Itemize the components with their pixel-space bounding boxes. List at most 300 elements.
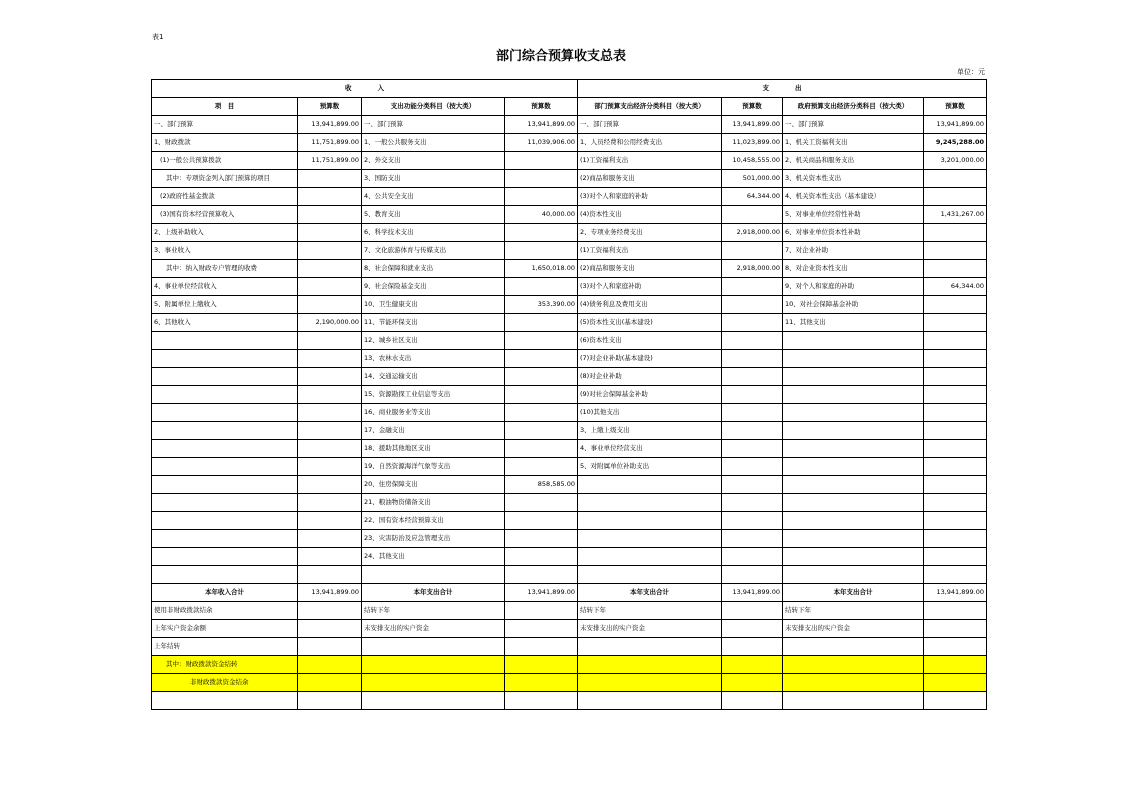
table-row: [152, 188, 987, 206]
budget-amount-cell: [505, 278, 578, 296]
item-name-cell: [152, 476, 298, 494]
item-name-cell: (1)一般公共预算拨款: [152, 152, 298, 170]
item-name-cell: 14、交通运输支出: [362, 368, 505, 386]
expense-header: 支 出: [578, 80, 987, 98]
budget-amount-cell: [722, 656, 783, 674]
budget-amount-cell: 64,344.00: [924, 278, 987, 296]
budget-amount-cell: [722, 404, 783, 422]
item-name-cell: [783, 494, 924, 512]
budget-amount-cell: [924, 332, 987, 350]
budget-amount-cell: [298, 692, 362, 710]
item-name-cell: 5、教育支出: [362, 206, 505, 224]
budget-amount-cell: [722, 206, 783, 224]
item-name-cell: 13、农林水支出: [362, 350, 505, 368]
table-row: [152, 458, 987, 476]
item-name-cell: 一、部门预算: [152, 116, 298, 134]
item-name-cell: 4、公共安全支出: [362, 188, 505, 206]
item-name-cell: [783, 638, 924, 656]
budget-amount-cell: [924, 440, 987, 458]
item-name-cell: 1、人员经费和公用经费支出: [578, 134, 722, 152]
table-row: [152, 134, 987, 152]
item-name-cell: [152, 530, 298, 548]
unit-label: 单位：元: [957, 68, 985, 76]
budget-amount-cell: [505, 152, 578, 170]
table-row: [152, 224, 987, 242]
budget-amount-cell: [298, 602, 362, 620]
item-name-cell: 9、对个人和家庭的补助: [783, 278, 924, 296]
item-name-cell: 未安排支出的实户资金: [578, 620, 722, 638]
item-name-cell: 7、文化旅游体育与传媒支出: [362, 242, 505, 260]
budget-amount-cell: 64,344.00: [722, 188, 783, 206]
item-name-cell: [152, 692, 298, 710]
budget-amount-cell: [298, 476, 362, 494]
item-name-cell: 一、部门预算: [362, 116, 505, 134]
income-header: 收 入: [152, 80, 578, 98]
budget-amount-cell: [924, 350, 987, 368]
item-name-cell: 19、自然资源海洋气象等支出: [362, 458, 505, 476]
budget-amount-cell: [505, 404, 578, 422]
budget-amount-cell: [722, 476, 783, 494]
item-name-cell: (6)资本性支出: [578, 332, 722, 350]
item-name-cell: [578, 476, 722, 494]
item-name-cell: [152, 422, 298, 440]
item-name-cell: 6、其他收入: [152, 314, 298, 332]
item-name-cell: [152, 458, 298, 476]
item-name-cell: 1、机关工资福利支出: [783, 134, 924, 152]
item-name-cell: [152, 350, 298, 368]
item-name-cell: 2、上级补助收入: [152, 224, 298, 242]
table-row: [152, 422, 987, 440]
budget-amount-cell: 13,941,899.00: [298, 116, 362, 134]
item-name-cell: [152, 548, 298, 566]
table-row: [152, 332, 987, 350]
budget-amount-cell: [924, 368, 987, 386]
item-name-cell: 4、机关资本性支出（基本建设）: [783, 188, 924, 206]
item-name-cell: 22、国有资本经营预算支出: [362, 512, 505, 530]
item-name-cell: 18、援助其他地区支出: [362, 440, 505, 458]
col-header: 政府预算支出经济分类科目（按大类）: [783, 98, 924, 116]
item-name-cell: 5、附属单位上缴收入: [152, 296, 298, 314]
item-name-cell: [578, 566, 722, 584]
budget-amount-cell: [298, 188, 362, 206]
budget-amount-cell: [505, 242, 578, 260]
item-name-cell: [783, 512, 924, 530]
budget-amount-cell: [924, 404, 987, 422]
budget-amount-cell: [722, 602, 783, 620]
item-name-cell: 一、部门预算: [578, 116, 722, 134]
table-row: [152, 530, 987, 548]
item-name-cell: (5)资本性支出(基本建设): [578, 314, 722, 332]
table-row: [152, 674, 987, 692]
budget-amount-cell: [505, 530, 578, 548]
page-title: 部门综合预算收支总表: [495, 49, 626, 64]
budget-amount-cell: [924, 566, 987, 584]
item-name-cell: 3、上缴上级支出: [578, 422, 722, 440]
budget-amount-cell: [298, 548, 362, 566]
budget-amount-cell: [924, 638, 987, 656]
item-name-cell: 其中：财政拨款资金结转: [152, 656, 298, 674]
item-name-cell: (1)工资福利支出: [578, 242, 722, 260]
item-name-cell: 1、一般公共服务支出: [362, 134, 505, 152]
budget-amount-cell: [298, 386, 362, 404]
item-name-cell: 15、资源勘探工业信息等支出: [362, 386, 505, 404]
budget-amount-cell: [505, 620, 578, 638]
item-name-cell: [783, 368, 924, 386]
budget-amount-cell: [924, 260, 987, 278]
item-name-cell: (3)对个人和家庭补助: [578, 278, 722, 296]
budget-amount-cell: 10,458,555.00: [722, 152, 783, 170]
item-name-cell: [783, 692, 924, 710]
table-row: [152, 620, 987, 638]
budget-amount-cell: [722, 566, 783, 584]
budget-amount-cell: [298, 512, 362, 530]
budget-amount-cell: [298, 404, 362, 422]
item-name-cell: 2、外交支出: [362, 152, 505, 170]
budget-amount-cell: [298, 494, 362, 512]
budget-amount-cell: [505, 440, 578, 458]
table-row: [152, 242, 987, 260]
budget-amount-cell: 353,390.00: [505, 296, 578, 314]
item-name-cell: 3、事业收入: [152, 242, 298, 260]
item-name-cell: [783, 422, 924, 440]
budget-amount-cell: [298, 458, 362, 476]
col-header: 预算数: [722, 98, 783, 116]
budget-amount-cell: [298, 296, 362, 314]
budget-amount-cell: [924, 242, 987, 260]
item-name-cell: (4)资本性支出: [578, 206, 722, 224]
budget-amount-cell: 13,941,899.00: [298, 584, 362, 602]
item-name-cell: [783, 332, 924, 350]
item-name-cell: 未安排支出的实户资金: [783, 620, 924, 638]
budget-amount-cell: [298, 566, 362, 584]
budget-amount-cell: [298, 440, 362, 458]
budget-amount-cell: [505, 386, 578, 404]
item-name-cell: [578, 674, 722, 692]
col-header: 预算数: [298, 98, 362, 116]
budget-amount-cell: 11,751,899.00: [298, 134, 362, 152]
item-name-cell: 5、对附属单位补助支出: [578, 458, 722, 476]
col-header: 项 目: [152, 98, 298, 116]
budget-amount-cell: 13,941,899.00: [505, 116, 578, 134]
budget-amount-cell: [924, 530, 987, 548]
column-header-row: [152, 98, 987, 116]
col-header: 部门预算支出经济分类科目（按大类）: [578, 98, 722, 116]
item-name-cell: 上年结转: [152, 638, 298, 656]
budget-amount-cell: [505, 548, 578, 566]
item-name-cell: 8、社会保障和就业支出: [362, 260, 505, 278]
budget-amount-cell: [722, 494, 783, 512]
budget-amount-cell: 2,918,000.00: [722, 260, 783, 278]
item-name-cell: [783, 350, 924, 368]
item-name-cell: 本年支出合计: [783, 584, 924, 602]
budget-amount-cell: [924, 620, 987, 638]
budget-amount-cell: [505, 188, 578, 206]
budget-amount-cell: [722, 296, 783, 314]
item-name-cell: 结转下年: [362, 602, 505, 620]
item-name-cell: 未安排支出的实户资金: [362, 620, 505, 638]
item-name-cell: [578, 638, 722, 656]
item-name-cell: 4、事业单位经营收入: [152, 278, 298, 296]
table-row: [152, 116, 987, 134]
budget-amount-cell: [722, 368, 783, 386]
table-row: [152, 692, 987, 710]
budget-amount-cell: 13,941,899.00: [505, 584, 578, 602]
item-name-cell: 一、部门预算: [783, 116, 924, 134]
budget-amount-cell: [505, 656, 578, 674]
item-name-cell: 结转下年: [578, 602, 722, 620]
item-name-cell: 使用非财政拨款结余: [152, 602, 298, 620]
budget-amount-cell: [505, 170, 578, 188]
item-name-cell: 2、专项业务经费支出: [578, 224, 722, 242]
item-name-cell: 其中：纳入财政专户管理的收费: [152, 260, 298, 278]
table-row: [152, 206, 987, 224]
budget-amount-cell: [298, 170, 362, 188]
budget-amount-cell: [298, 368, 362, 386]
budget-amount-cell: [924, 170, 987, 188]
budget-amount-cell: [722, 422, 783, 440]
item-name-cell: (1)工资福利支出: [578, 152, 722, 170]
item-name-cell: 12、城乡社区支出: [362, 332, 505, 350]
table-row: [152, 494, 987, 512]
item-name-cell: 6、科学技术支出: [362, 224, 505, 242]
item-name-cell: [783, 530, 924, 548]
item-name-cell: 17、金融支出: [362, 422, 505, 440]
item-name-cell: 本年支出合计: [362, 584, 505, 602]
budget-amount-cell: [722, 314, 783, 332]
budget-amount-cell: [505, 332, 578, 350]
item-name-cell: [362, 638, 505, 656]
budget-amount-cell: [505, 368, 578, 386]
item-name-cell: 5、对事业单位经常性补助: [783, 206, 924, 224]
budget-amount-cell: [924, 602, 987, 620]
budget-amount-cell: 9,245,288.00: [924, 134, 987, 152]
budget-amount-cell: [298, 674, 362, 692]
budget-amount-cell: [298, 206, 362, 224]
item-name-cell: 24、其他支出: [362, 548, 505, 566]
item-name-cell: 3、国防支出: [362, 170, 505, 188]
budget-amount-cell: 11,023,899.00: [722, 134, 783, 152]
budget-amount-cell: 11,751,899.00: [298, 152, 362, 170]
item-name-cell: (9)对社会保障基金补助: [578, 386, 722, 404]
total-row: [152, 584, 987, 602]
budget-amount-cell: [924, 314, 987, 332]
item-name-cell: 16、商业服务业等支出: [362, 404, 505, 422]
budget-amount-cell: [722, 548, 783, 566]
item-name-cell: 本年收入合计: [152, 584, 298, 602]
table-row: [152, 656, 987, 674]
budget-amount-cell: 501,000.00: [722, 170, 783, 188]
item-name-cell: 8、对企业资本性支出: [783, 260, 924, 278]
budget-amount-cell: [924, 296, 987, 314]
item-name-cell: [362, 692, 505, 710]
budget-amount-cell: [298, 260, 362, 278]
item-name-cell: [783, 440, 924, 458]
budget-amount-cell: [298, 656, 362, 674]
budget-amount-cell: [924, 674, 987, 692]
budget-amount-cell: [722, 674, 783, 692]
item-name-cell: [783, 548, 924, 566]
item-name-cell: 1、财政拨款: [152, 134, 298, 152]
table-row: [152, 170, 987, 188]
item-name-cell: [783, 674, 924, 692]
budget-amount-cell: [924, 494, 987, 512]
budget-amount-cell: [505, 674, 578, 692]
item-name-cell: [362, 656, 505, 674]
item-name-cell: 上年实户资金余额: [152, 620, 298, 638]
item-name-cell: [783, 476, 924, 494]
budget-amount-cell: [924, 458, 987, 476]
item-name-cell: [152, 404, 298, 422]
item-name-cell: 20、住房保障支出: [362, 476, 505, 494]
item-name-cell: 4、事业单位经营支出: [578, 440, 722, 458]
item-name-cell: [152, 368, 298, 386]
item-name-cell: [783, 404, 924, 422]
item-name-cell: 11、其他支出: [783, 314, 924, 332]
budget-amount-cell: [722, 278, 783, 296]
budget-amount-cell: [722, 638, 783, 656]
budget-amount-cell: [722, 620, 783, 638]
budget-amount-cell: 11,039,906.00: [505, 134, 578, 152]
col-header: 支出功能分类科目（按大类）: [362, 98, 505, 116]
item-name-cell: 本年支出合计: [578, 584, 722, 602]
budget-amount-cell: 40,000.00: [505, 206, 578, 224]
budget-amount-cell: [505, 494, 578, 512]
budget-amount-cell: [722, 386, 783, 404]
table-row: [152, 602, 987, 620]
table-row: [152, 314, 987, 332]
budget-amount-cell: [722, 458, 783, 476]
budget-amount-cell: [924, 548, 987, 566]
budget-amount-cell: [505, 692, 578, 710]
item-name-cell: 10、对社会保障基金补助: [783, 296, 924, 314]
budget-amount-cell: [298, 638, 362, 656]
budget-amount-cell: [298, 530, 362, 548]
item-name-cell: 3、机关资本性支出: [783, 170, 924, 188]
budget-amount-cell: [298, 620, 362, 638]
table-row: [152, 440, 987, 458]
item-name-cell: [578, 494, 722, 512]
budget-amount-cell: [505, 512, 578, 530]
budget-amount-cell: [722, 242, 783, 260]
budget-amount-cell: [924, 476, 987, 494]
budget-amount-cell: [298, 242, 362, 260]
budget-amount-cell: 13,941,899.00: [722, 116, 783, 134]
table-number: 表1: [152, 33, 164, 41]
budget-amount-cell: 1,431,267.00: [924, 206, 987, 224]
budget-amount-cell: [924, 656, 987, 674]
table-row: [152, 404, 987, 422]
budget-amount-cell: 858,585.00: [505, 476, 578, 494]
budget-amount-cell: [722, 440, 783, 458]
budget-amount-cell: [505, 602, 578, 620]
item-name-cell: [152, 566, 298, 584]
budget-amount-cell: [924, 224, 987, 242]
item-name-cell: (8)对企业补助: [578, 368, 722, 386]
item-name-cell: 2、机关商品和服务支出: [783, 152, 924, 170]
budget-amount-cell: 3,201,000.00: [924, 152, 987, 170]
budget-amount-cell: [505, 458, 578, 476]
item-name-cell: [578, 656, 722, 674]
item-name-cell: [362, 566, 505, 584]
item-name-cell: [152, 494, 298, 512]
item-name-cell: [152, 512, 298, 530]
budget-table: [151, 79, 987, 710]
table-row: [152, 278, 987, 296]
table-row: [152, 350, 987, 368]
item-name-cell: [578, 548, 722, 566]
table-row: [152, 386, 987, 404]
budget-amount-cell: [722, 332, 783, 350]
item-name-cell: 11、节能环保支出: [362, 314, 505, 332]
item-name-cell: 结转下年: [783, 602, 924, 620]
item-name-cell: (7)对企业补助(基本建设): [578, 350, 722, 368]
item-name-cell: 23、灾害防治及应急管理支出: [362, 530, 505, 548]
budget-amount-cell: [505, 638, 578, 656]
item-name-cell: [783, 566, 924, 584]
item-name-cell: 其中：专项资金列入部门预算的项目: [152, 170, 298, 188]
item-name-cell: [578, 692, 722, 710]
item-name-cell: 9、社会保险基金支出: [362, 278, 505, 296]
table-row: [152, 476, 987, 494]
item-name-cell: 10、卫生健康支出: [362, 296, 505, 314]
budget-amount-cell: 13,941,899.00: [924, 584, 987, 602]
budget-amount-cell: [505, 224, 578, 242]
item-name-cell: (3)对个人和家庭的补助: [578, 188, 722, 206]
item-name-cell: (2)政府性基金拨款: [152, 188, 298, 206]
budget-amount-cell: 2,918,000.00: [722, 224, 783, 242]
item-name-cell: [578, 530, 722, 548]
budget-amount-cell: [505, 422, 578, 440]
budget-amount-cell: 2,190,000.00: [298, 314, 362, 332]
item-name-cell: [362, 674, 505, 692]
col-header: 预算数: [924, 98, 987, 116]
table-row: [152, 296, 987, 314]
budget-amount-cell: [505, 566, 578, 584]
budget-amount-cell: [298, 350, 362, 368]
item-name-cell: [152, 332, 298, 350]
budget-amount-cell: [722, 692, 783, 710]
item-name-cell: 非财政拨款资金结余: [152, 674, 298, 692]
item-name-cell: 6、对事业单位资本性补助: [783, 224, 924, 242]
item-name-cell: (4)债务利息及费用支出: [578, 296, 722, 314]
item-name-cell: 7、对企业补助: [783, 242, 924, 260]
item-name-cell: 21、粮油物资储备支出: [362, 494, 505, 512]
table-row: [152, 260, 987, 278]
budget-amount-cell: [298, 278, 362, 296]
budget-amount-cell: [924, 512, 987, 530]
top-header-row: [152, 80, 987, 98]
table-row: [152, 152, 987, 170]
item-name-cell: [152, 386, 298, 404]
item-name-cell: (2)商品和服务支出: [578, 170, 722, 188]
item-name-cell: [783, 656, 924, 674]
budget-amount-cell: 13,941,899.00: [924, 116, 987, 134]
budget-amount-cell: [924, 692, 987, 710]
table-row: [152, 368, 987, 386]
item-name-cell: (10)其他支出: [578, 404, 722, 422]
table-row: [152, 512, 987, 530]
budget-amount-cell: [722, 350, 783, 368]
budget-amount-cell: [924, 386, 987, 404]
budget-amount-cell: [924, 422, 987, 440]
budget-amount-cell: [505, 314, 578, 332]
item-name-cell: [783, 458, 924, 476]
item-name-cell: (2)商品和服务支出: [578, 260, 722, 278]
budget-amount-cell: 1,650,018.00: [505, 260, 578, 278]
budget-amount-cell: 13,941,899.00: [722, 584, 783, 602]
item-name-cell: [152, 440, 298, 458]
budget-amount-cell: [298, 224, 362, 242]
